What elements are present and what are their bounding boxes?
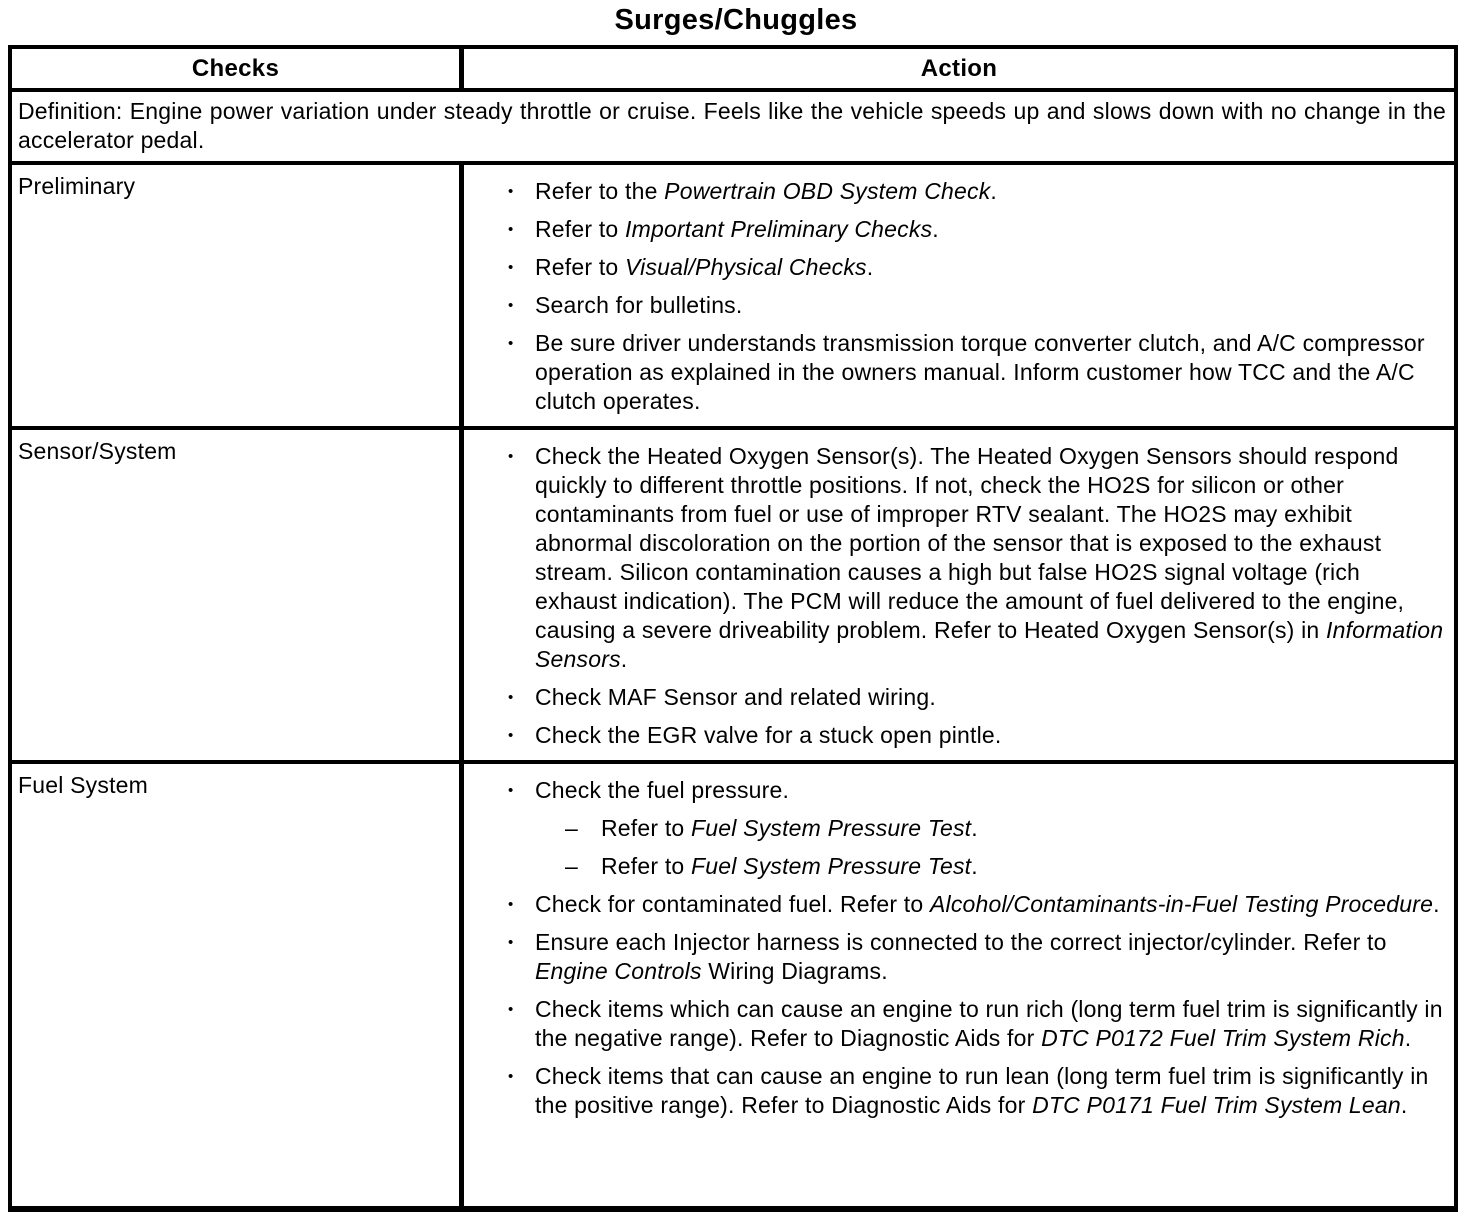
action-list [464, 764, 1454, 1206]
action-item [508, 928, 1444, 986]
page-title: Surges/Chuggles [614, 4, 858, 36]
dash-icon: – [565, 815, 578, 841]
bullet-icon: • [508, 335, 514, 352]
action-item [508, 291, 1444, 320]
action-item [508, 442, 1444, 674]
action-text: Refer to Fuel System Pressure Test. [601, 853, 978, 879]
column-header-action: Action [920, 54, 998, 82]
table-row [12, 161, 1454, 426]
table-body [12, 161, 1454, 1206]
bullet-icon: • [508, 1001, 514, 1018]
action-text: Check the EGR valve for a stuck open pintle. [535, 722, 1002, 748]
action-text: Check the fuel pressure. [535, 777, 790, 803]
action-text: Check the Heated Oxygen Sensor(s). The Heated Oxygen Sensors should respond quickly to different throttle positions. If not, check the HO2S for silicon or other contaminants from fuel or use of improper RTV sealant. The HO2S may exhibit abnormal discoloration on the portion of the sensor that is exposed to the exhaust stream. Silicon contamination causes a high but false HO2S signal voltage (rich exhaust indication). The PCM will reduce the amount of fuel delivered to the engine, causing a severe driveability problem. Refer to Heated Oxygen Sensor(s) in Information Sensors. [535, 443, 1444, 672]
action-list [464, 430, 1454, 760]
bullet-icon: • [508, 782, 514, 799]
bullet-icon: • [508, 727, 514, 744]
check-label: Fuel System [12, 764, 464, 1206]
bullet-icon: • [508, 259, 514, 276]
action-item [508, 721, 1444, 750]
definition-row: Definition: Engine power variation under steady throttle or cruise. Feels like the vehicle speeds up and slows down with no change in the accelerator pedal. [12, 88, 1454, 161]
action-item [508, 683, 1444, 712]
action-item [508, 215, 1444, 244]
diagnostic-table [8, 45, 1458, 1212]
action-item [508, 253, 1444, 282]
action-item [508, 995, 1444, 1053]
action-item [508, 890, 1444, 919]
action-text: Search for bulletins. [535, 292, 743, 318]
action-item [508, 1062, 1444, 1120]
bullet-icon: • [508, 934, 514, 951]
table-header-row [12, 49, 1454, 88]
bullet-icon: • [508, 896, 514, 913]
action-text: Check for contaminated fuel. Refer to Alcohol/Contaminants-in-Fuel Testing Procedure. [535, 891, 1440, 917]
action-text: Check MAF Sensor and related wiring. [535, 684, 936, 710]
action-text: Check items that can cause an engine to run lean (long term fuel trim is significantly in the positive range). Refer to Diagnostic Aids for DTC P0171 Fuel Trim System Lean. [535, 1063, 1429, 1118]
column-header-checks: Checks [12, 49, 464, 88]
action-text: Refer to Visual/Physical Checks. [535, 254, 874, 280]
check-label: Sensor/System [12, 430, 464, 760]
action-item [508, 329, 1444, 416]
bullet-icon: • [508, 689, 514, 706]
check-label: Preliminary [12, 165, 464, 426]
table-row [12, 426, 1454, 760]
action-item [508, 814, 1444, 843]
dash-icon: – [565, 853, 578, 879]
action-text: Refer to Important Preliminary Checks. [535, 216, 939, 242]
action-list [464, 165, 1454, 426]
bullet-icon: • [508, 1068, 514, 1085]
action-text: Check items which can cause an engine to run rich (long term fuel trim is significantly in the negative range). Refer to Diagnostic Aids for DTC P0172 Fuel Trim System Rich. [535, 996, 1443, 1051]
action-text: Be sure driver understands transmission torque converter clutch, and A/C compressor operation as explained in the owners manual. Inform customer how TCC and the A/C clutch operates. [535, 330, 1425, 414]
action-item [508, 852, 1444, 881]
bullet-icon: • [508, 297, 514, 314]
action-text: Refer to the Powertrain OBD System Check. [535, 178, 997, 204]
action-item [508, 776, 1444, 805]
action-item [508, 177, 1444, 206]
bullet-icon: • [508, 448, 514, 465]
action-text: Ensure each Injector harness is connected to the correct injector/cylinder. Refer to Engine Controls Wiring Diagrams. [535, 929, 1387, 984]
bullet-icon: • [508, 183, 514, 200]
bullet-icon: • [508, 221, 514, 238]
table-row [12, 760, 1454, 1206]
action-text: Refer to Fuel System Pressure Test. [601, 815, 978, 841]
